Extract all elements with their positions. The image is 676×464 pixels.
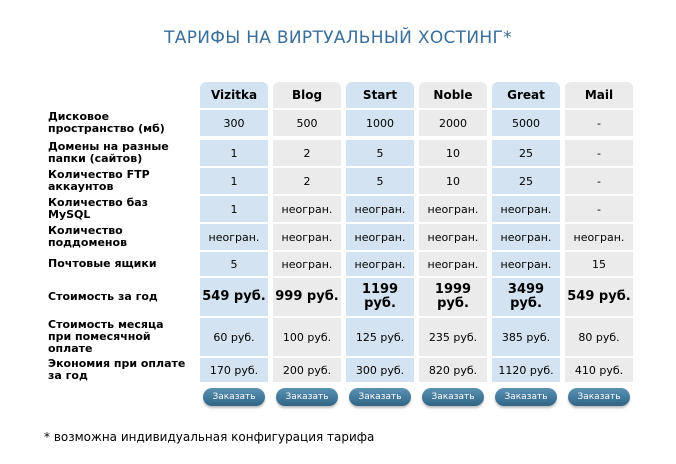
table-cell: 1199 руб.	[346, 278, 414, 316]
footnote: * возможна индивидуальная конфигурация тарифа	[44, 430, 375, 444]
table-cell: 2	[273, 168, 341, 194]
table-cell: 820 руб.	[419, 358, 487, 382]
row-label: Стоимость месяца при помесячной оплате	[48, 318, 164, 355]
table-cell: 235 руб.	[419, 318, 487, 356]
order-button-mail[interactable]: Заказать	[568, 388, 630, 406]
order-button-vizitka[interactable]: Заказать	[203, 388, 265, 406]
table-cell: 300 руб.	[346, 358, 414, 382]
table-cell: 3499 руб.	[492, 278, 560, 316]
table-cell: 385 руб.	[492, 318, 560, 356]
table-cell: 25	[492, 140, 560, 166]
table-cell: 5000	[492, 110, 560, 136]
order-button-noble[interactable]: Заказать	[422, 388, 484, 406]
table-cell: 1	[200, 140, 268, 166]
table-cell: неогран.	[346, 252, 414, 276]
order-button-start[interactable]: Заказать	[349, 388, 411, 406]
table-cell: -	[565, 168, 633, 194]
table-cell: неогран.	[273, 196, 341, 222]
plan-header-great: Great	[492, 82, 560, 108]
table-cell: 200 руб.	[273, 358, 341, 382]
table-cell: 125 руб.	[346, 318, 414, 356]
plan-header-start: Start	[346, 82, 414, 108]
table-cell: 10	[419, 140, 487, 166]
row-label: Количество поддоменов	[48, 224, 128, 249]
table-cell: 2	[273, 140, 341, 166]
page-title: ТАРИФЫ НА ВИРТУАЛЬНЫЙ ХОСТИНГ*	[164, 28, 512, 48]
row-label: Почтовые ящики	[48, 257, 157, 270]
table-cell: -	[565, 140, 633, 166]
table-cell: 1120 руб.	[492, 358, 560, 382]
table-cell: неогран.	[419, 224, 487, 250]
table-cell: 300	[200, 110, 268, 136]
table-cell: неогран.	[200, 224, 268, 250]
plan-header-mail: Mail	[565, 82, 633, 108]
table-cell: 10	[419, 168, 487, 194]
table-cell: 100 руб.	[273, 318, 341, 356]
table-cell: 25	[492, 168, 560, 194]
row-label: Домены на разные папки (сайтов)	[48, 140, 169, 165]
table-cell: 80 руб.	[565, 318, 633, 356]
table-cell: 1	[200, 168, 268, 194]
table-cell: неогран.	[565, 224, 633, 250]
table-cell: 5	[346, 168, 414, 194]
table-cell: 15	[565, 252, 633, 276]
order-button-great[interactable]: Заказать	[495, 388, 557, 406]
table-cell: 2000	[419, 110, 487, 136]
table-cell: 410 руб.	[565, 358, 633, 382]
table-cell: -	[565, 110, 633, 136]
table-cell: неогран.	[492, 252, 560, 276]
table-cell: неогран.	[273, 224, 341, 250]
table-cell: 170 руб.	[200, 358, 268, 382]
table-cell: 5	[346, 140, 414, 166]
row-label: Количество баз MySQL	[48, 196, 149, 221]
table-cell: 60 руб.	[200, 318, 268, 356]
plan-header-vizitka: Vizitka	[200, 82, 268, 108]
table-cell: неогран.	[492, 224, 560, 250]
table-cell: 500	[273, 110, 341, 136]
row-label: Стоимость за год	[48, 290, 158, 303]
table-cell: неогран.	[419, 196, 487, 222]
table-cell: -	[565, 196, 633, 222]
table-cell: 1999 руб.	[419, 278, 487, 316]
table-cell: неогран.	[419, 252, 487, 276]
order-button-blog[interactable]: Заказать	[276, 388, 338, 406]
table-cell: неогран.	[346, 224, 414, 250]
table-cell: неогран.	[492, 196, 560, 222]
row-label: Дисковое пространство (мб)	[48, 110, 165, 135]
row-label: Экономия при оплате за год	[48, 357, 186, 382]
row-label: Количество FTP аккаунтов	[48, 168, 150, 193]
plan-header-noble: Noble	[419, 82, 487, 108]
table-cell: 549 руб.	[200, 278, 268, 316]
table-cell: неогран.	[273, 252, 341, 276]
table-cell: 1000	[346, 110, 414, 136]
table-cell: неогран.	[346, 196, 414, 222]
plan-header-blog: Blog	[273, 82, 341, 108]
table-cell: 999 руб.	[273, 278, 341, 316]
table-cell: 549 руб.	[565, 278, 633, 316]
table-cell: 1	[200, 196, 268, 222]
table-cell: 5	[200, 252, 268, 276]
